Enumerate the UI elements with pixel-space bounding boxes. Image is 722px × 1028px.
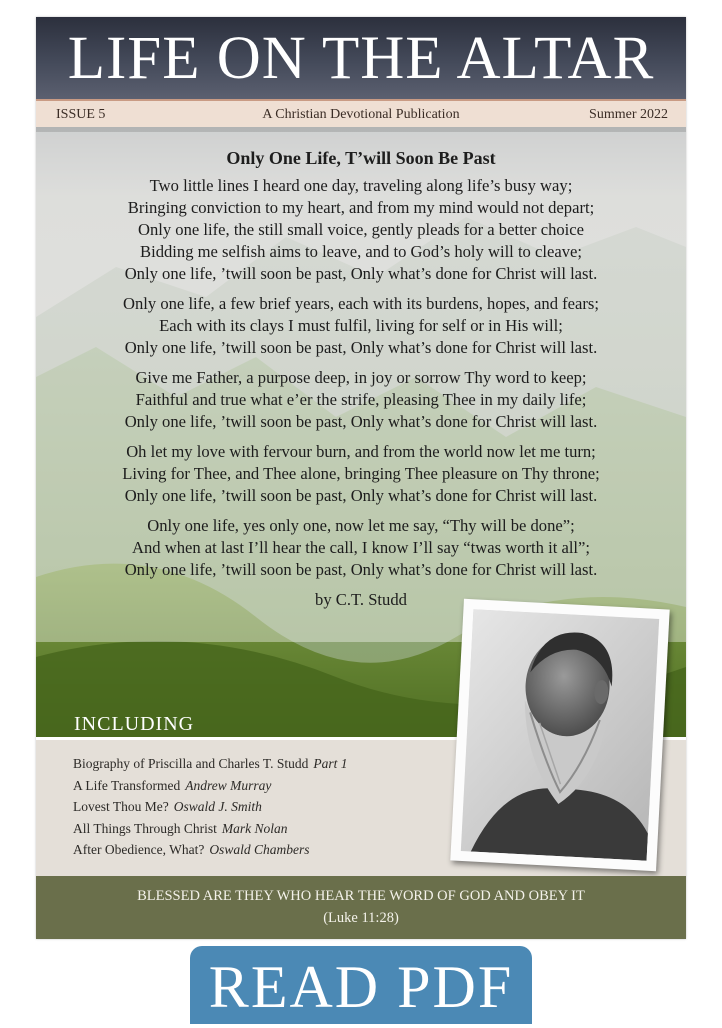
poem-line: Give me Father, a purpose deep, in joy or sorrow Thy word to keep; bbox=[135, 368, 587, 387]
article-author: Oswald Chambers bbox=[209, 842, 310, 857]
poem-line: Only one life, ’twill soon be past, Only what’s done for Christ will last. bbox=[124, 412, 598, 431]
article-title: All Things Through Christ bbox=[73, 820, 217, 836]
read-pdf-button[interactable]: READ PDF bbox=[190, 946, 532, 1024]
article-title: After Obedience, What? bbox=[73, 842, 205, 857]
list-item bbox=[73, 818, 348, 840]
poem-line: And when at last I’ll hear the call, I know I’ll say “twas worth it all”; bbox=[131, 538, 591, 557]
poem-stanza-3 bbox=[36, 367, 686, 433]
scripture-text: BLESSED ARE THEY WHO HEAR THE WORD OF GOD AND OBEY IT bbox=[137, 888, 585, 904]
author-portrait-photo bbox=[450, 599, 669, 871]
list-item bbox=[73, 796, 348, 818]
poem-line: Only one life, ’twill soon be past, Only what’s done for Christ will last. bbox=[124, 338, 598, 357]
including-heading: INCLUDING bbox=[74, 713, 195, 735]
issue-number: ISSUE 5 bbox=[56, 107, 106, 122]
list-item bbox=[73, 775, 348, 797]
poem-line: Bidding me selfish aims to leave, and to God’s holy will to cleave; bbox=[140, 242, 582, 261]
poem-line: Faithful and true what e’er the strife, pleasing Thee in my daily life; bbox=[135, 390, 587, 409]
article-author: Mark Nolan bbox=[221, 820, 288, 836]
magazine-title: LIFE ON THE ALTAR bbox=[67, 25, 655, 92]
poem-title: Only One Life, T’will Soon Be Past bbox=[226, 148, 496, 168]
issue-date: Summer 2022 bbox=[589, 107, 668, 122]
poem-stanza-5 bbox=[36, 515, 686, 581]
magazine-cover bbox=[36, 17, 686, 939]
poem-stanza-2 bbox=[36, 293, 686, 359]
article-title: Lovest Thou Me? bbox=[73, 799, 169, 814]
poem-line: Living for Thee, and Thee alone, bringing Thee pleasure on Thy throne; bbox=[122, 464, 600, 483]
poem-line: Two little lines I heard one day, traveling along life’s busy way; bbox=[149, 176, 573, 195]
poem-line: Each with its clays I must fulfil, living for self or in His will; bbox=[159, 316, 563, 335]
poem-line: Only one life, ’twill soon be past, Only what’s done for Christ will last. bbox=[124, 486, 598, 505]
poem-line: Only one life, yes only one, now let me say, “Thy will be done”; bbox=[147, 516, 575, 535]
poem bbox=[36, 147, 686, 611]
poem-author: by C.T. Studd bbox=[315, 590, 407, 609]
poem-line: Bringing conviction to my heart, and from my mind would not depart; bbox=[127, 198, 595, 217]
portrait-image bbox=[461, 609, 659, 860]
scripture-reference: (Luke 11:28) bbox=[323, 910, 399, 926]
poem-line: Oh let my love with fervour burn, and from the world now let me turn; bbox=[126, 442, 596, 461]
poem-line: Only one life, the still small voice, gently pleads for a better choice bbox=[137, 220, 585, 239]
article-author: Part 1 bbox=[313, 756, 348, 771]
article-author: Oswald J. Smith bbox=[173, 799, 262, 814]
article-title: A Life Transformed bbox=[73, 777, 181, 793]
list-item bbox=[73, 753, 348, 775]
poem-line: Only one life, a few brief years, each with its burdens, hopes, and fears; bbox=[123, 294, 599, 313]
issue-bar bbox=[36, 99, 686, 127]
bearded-man-portrait bbox=[461, 609, 659, 860]
article-author: Andrew Murray bbox=[185, 777, 272, 793]
list-item bbox=[73, 839, 348, 861]
scripture-band bbox=[36, 876, 686, 939]
poem-line: Only one life, ’twill soon be past, Only what’s done for Christ will last. bbox=[124, 560, 598, 579]
poem-stanza-4 bbox=[36, 441, 686, 507]
poem-line: Only one life, ’twill soon be past, Only what’s done for Christ will last. bbox=[124, 264, 598, 283]
publication-tagline: A Christian Devotional Publication bbox=[262, 107, 460, 122]
poem-stanza-1 bbox=[36, 175, 686, 285]
masthead bbox=[36, 17, 686, 99]
article-title: Biography of Priscilla and Charles T. Studd bbox=[73, 756, 309, 771]
